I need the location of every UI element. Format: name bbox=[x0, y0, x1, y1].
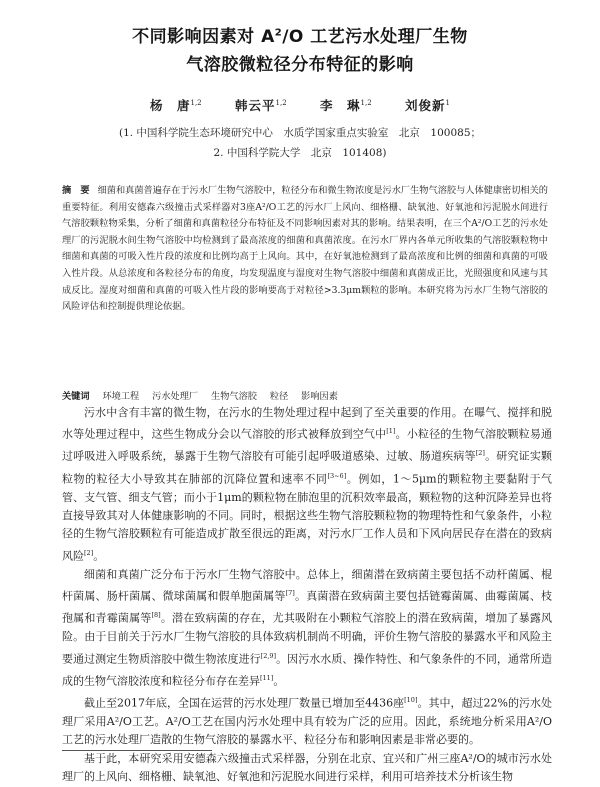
author: 韩云平$^{1,2}$ bbox=[235, 98, 287, 113]
abstract bbox=[62, 183, 548, 316]
keyword: 污水处理厂 bbox=[152, 391, 199, 402]
body-paragraph: 基于此，本研究采用安德森六级撞击式采样器，分别在北京、宜兴和广州三座A²/O的城市污水处理厂的上风向、细格栅、缺氧池、好氧池和污泥脱水间进行采样，利用可培养技术分析该生物 bbox=[62, 751, 552, 784]
affiliation-1: (1. 中国科学院生态环境研究中心 水质学国家重点实验室 北京 100085； bbox=[118, 127, 482, 139]
abstract-text: 细菌和真菌普遍存在于污水厂生物气溶胶中，粒径分布和微生物浓度是污水厂生物气溶胶与人体健康密切相关的重要特征。利用安德森六级撞击式采样器对3座A²/O工艺的污水厂上风向、细格栅、缺氧池、好氧池和污泥脱水间进行气溶胶颗粒物采集，分析了细菌和真菌粒径分布特征及不同影响因素对其的影响。结果表明，在三个A²/O工艺的污水处理厂的污泥脱水间生物气溶胶中均检测到了最高浓度的细菌和真菌浓度。在污水厂界内各单元所收集的气溶胶颗粒物中细菌和真菌的可吸入性片段的浓度和比例均高于上风向。其中，在好氧池检测到了最高浓度和比例的细菌和真菌的可吸入性片段。从总浓度和各粒径分布的角度，均发现温度与湿度对生物气溶胶中细菌和真菌成正比，光照强度和风速与其成反比。湿度对细菌和真菌的可吸入性片段的影响要高于对粒径>3.3μm颗粒的影响。本研究将为污水厂生物气溶胶的风险评估和控制提供理论依据。 bbox=[62, 185, 548, 313]
keyword: 粒径 bbox=[269, 391, 289, 402]
citation-ref: [11] bbox=[260, 673, 274, 682]
author: 李 琳$^{1,2}$ bbox=[320, 98, 372, 113]
keyword: 生物气溶胶 bbox=[211, 391, 257, 402]
citation-ref: [2] bbox=[84, 548, 94, 557]
citation-ref: [8] bbox=[151, 611, 161, 620]
citation-ref: [10] bbox=[404, 695, 418, 704]
body-paragraph: 截止至2017年底，全国在运营的污水处理厂数量已增加至4436座[10]。其中，超过22%的污水处理厂采用A²/O工艺。A²/O工艺在国内污水处理中具有较为广泛的应用。因此，系统地分析采用A²/O工艺的污水处理厂造散的生物气溶胶的暴露水平、粒径分布和影响因素是非常必要的。 bbox=[62, 695, 552, 747]
paper-title-line-1: 不同影响因素对 $A^2/O$ 工艺污水处理厂生物 bbox=[132, 27, 468, 47]
citation-ref: [2,9] bbox=[260, 651, 277, 660]
body-text bbox=[62, 404, 552, 787]
keywords bbox=[62, 388, 548, 402]
citation-ref: [1] bbox=[386, 427, 396, 436]
affiliation-2: 2. 中国科学院大学 北京 101408) bbox=[213, 147, 387, 159]
citation-ref: [7] bbox=[285, 589, 295, 598]
keyword: 环境工程 bbox=[102, 391, 140, 402]
citation-ref: [3~6] bbox=[327, 471, 347, 480]
keywords-label: 关键词 bbox=[62, 391, 90, 402]
body-paragraph: 细菌和真菌广泛分布于污水厂生物气溶胶中。总体上，细菌潜在致病菌主要包括不动杆菌属、棍杆菌属、肠杆菌属、微球菌属和假单胞菌属等[7]。真菌潜在致病菌主要包括链霉菌属、曲霉菌属、枝孢属和青霉菌属等[8]。潜在致病菌的存在，尤其吸附在小颗粒气溶胶上的潜在致病菌，增加了暴露风险。由于目前关于污水厂生物气溶胶的具体致病机制尚不明确，评价生物气溶胶的暴露水平和风险主要通过测定生物质溶胶中微生物浓度进行[2,9]。因污水水质、操作特性、和气象条件的不同，通常所造成的生物气溶胶浓度和粒径分布存在差异[11]。 bbox=[62, 567, 553, 688]
author-list bbox=[0, 96, 600, 114]
author: 刘俊新$^1$ bbox=[405, 98, 451, 113]
footnote-divider bbox=[62, 750, 212, 751]
author: 杨 唐$^{1,2}$ bbox=[149, 98, 202, 113]
body-paragraph: 污水中含有丰富的微生物，在污水的生物处理过程中起到了至关重要的作用。在曝气、搅拌和脱水等处理过程中，这些生物成分会以气溶胶的形式被释放到空气中[1]。小粒径的生物气溶胶颗粒易通过呼吸进入呼吸系统，暴露于生物气溶胶有可能引起呼吸道感染、过敏、肠道疾病等[2]。研究证实颗粒物的粒径大小导致其在肺部的沉降位置和速率不同[3~6]。例如，1～5μm的颗粒物主要黏附于气管、支气管、细支气管；而小于1μm的颗粒物在肺泡里的沉积效率最高，颗粒物的这种沉降差异也将直接导致其对人体健康影响的不同。同时，根据这些生物气溶胶颗粒物的物理特性和气象条件，小粒径的生物气溶胶颗粒有可能造成扩散至很远的距离，对污水厂工作人员和下风向居民存在潜在的致病风险[2]。 bbox=[62, 406, 553, 563]
abstract-label: 摘 要 bbox=[62, 185, 90, 196]
paper-title-line-2: 气溶胶微粒径分布特征的影响 bbox=[186, 55, 414, 75]
keyword: 影响因素 bbox=[301, 391, 338, 402]
citation-ref: [2] bbox=[475, 449, 485, 458]
